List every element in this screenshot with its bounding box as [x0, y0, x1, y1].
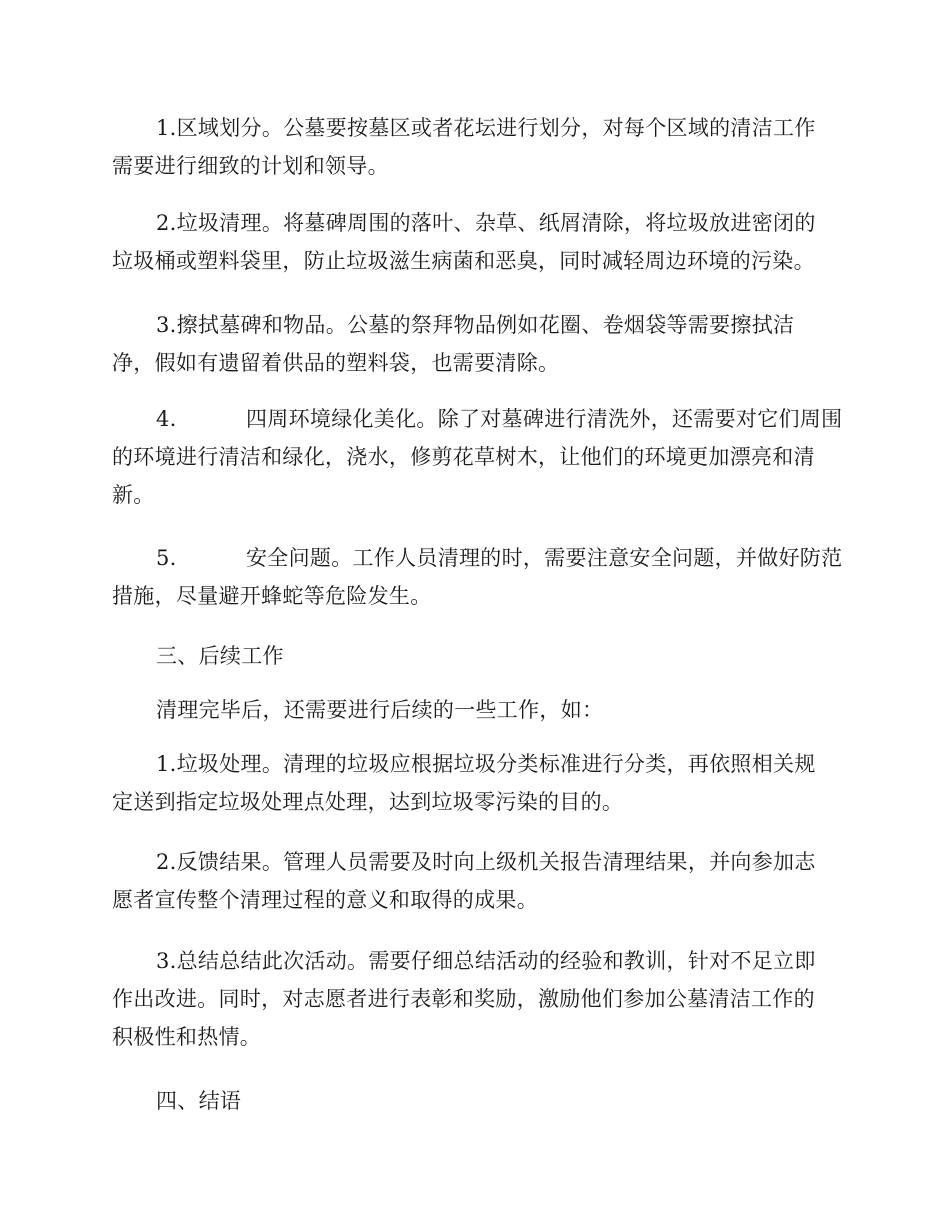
- paragraph-safety: [112, 539, 843, 615]
- paragraph-line: 2.垃圾清理。将墓碑周围的落叶、杂草、纸屑清除，将垃圾放进密闭的: [156, 211, 816, 235]
- paragraph-line: 2.反馈结果。管理人员需要及时向上级机关报告清理结果，并向参加志: [156, 850, 816, 874]
- paragraph-line: 积极性和热情。: [112, 1025, 262, 1049]
- section-heading: 四、结语: [156, 1089, 242, 1113]
- paragraph-line: 定送到指定垃圾处理点处理，达到垃圾零污染的目的。: [112, 790, 624, 814]
- paragraph-line: 净，假如有遗留着供品的塑料袋，也需要清除。: [112, 351, 560, 375]
- paragraph-line: 清理完毕后，还需要进行后续的一些工作，如：: [156, 698, 604, 722]
- paragraph-garbage-disposal: [112, 745, 836, 821]
- paragraph-wipe-tombstones: [112, 306, 836, 382]
- paragraph-followup-intro: [112, 691, 836, 729]
- paragraph-feedback: [112, 843, 836, 919]
- paragraph-line: 措施，尽量避开蜂蛇等危险发生。: [112, 584, 432, 608]
- paragraph-line: 作出改进。同时，对志愿者进行表彰和奖励，激励他们参加公墓清洁工作的: [112, 987, 815, 1011]
- paragraph-line: 新。: [112, 483, 155, 507]
- paragraph-line: 需要进行细致的计划和领导。: [112, 154, 389, 178]
- list-number: 5.: [156, 546, 177, 570]
- section-heading-followup: [112, 637, 836, 675]
- paragraph-line: 垃圾桶或塑料袋里，防止垃圾滋生病菌和恶臭，同时减轻周边环境的污染。: [112, 249, 815, 273]
- paragraph-line: 3.总结总结此次活动。需要仔细总结活动的经验和教训，针对不足立即: [156, 949, 816, 973]
- paragraph-line: 3.擦拭墓碑和物品。公墓的祭拜物品例如花圈、卷烟袋等需要擦拭洁: [156, 313, 795, 337]
- paragraph-line: 1.垃圾处理。清理的垃圾应根据垃圾分类标准进行分类，再依照相关规: [156, 752, 816, 776]
- section-heading-conclusion: [112, 1082, 836, 1120]
- paragraph-line: 4. 四周环境绿化美化。除了对墓碑进行清洗外，还需要对它们周围: [112, 400, 836, 438]
- paragraph-line: 5. 安全问题。工作人员清理的时，需要注意安全问题，并做好防范: [112, 539, 836, 577]
- paragraph-line: 愿者宣传整个清理过程的意义和取得的成果。: [112, 888, 538, 912]
- paragraph-summary: [112, 942, 836, 1056]
- paragraph-area-division: [112, 109, 836, 185]
- paragraph-garbage-cleanup: [112, 204, 836, 280]
- section-heading: 三、后续工作: [156, 644, 284, 668]
- paragraph-line: 1.区域划分。公墓要按墓区或者花坛进行划分，对每个区域的清洁工作: [156, 116, 816, 140]
- list-number: 4.: [156, 407, 177, 431]
- paragraph-line: 的环境进行清洁和绿化，浇水，修剪花草树木，让他们的环境更加漂亮和清: [112, 445, 815, 469]
- paragraph-greening: [112, 400, 843, 514]
